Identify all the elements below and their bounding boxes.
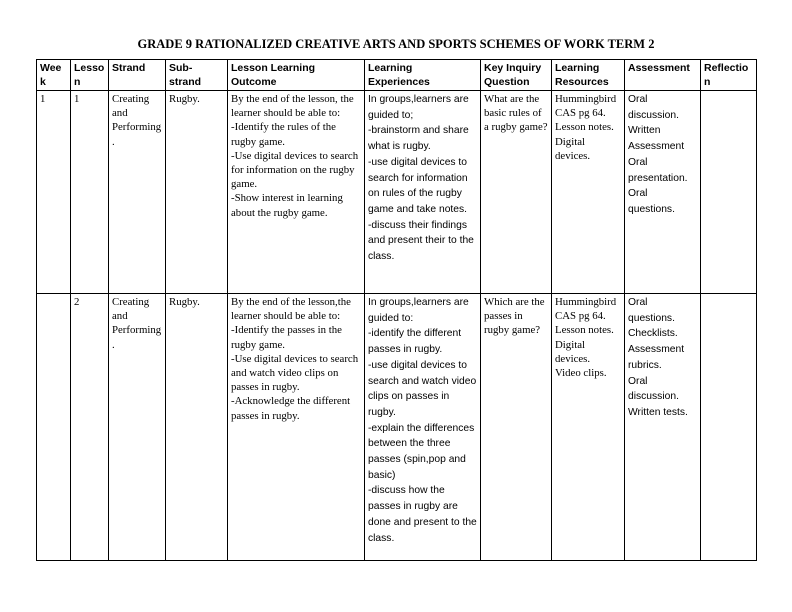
cell-reflection <box>701 294 757 561</box>
table-row <box>37 91 757 294</box>
scheme-table <box>36 59 757 561</box>
cell-inquiry: What are the basic rules of a rugby game? <box>481 91 552 294</box>
cell-lesson: 1 <box>71 91 109 294</box>
cell-strand: Creating and Performing. <box>109 294 166 561</box>
cell-sub-strand: Rugby. <box>166 294 228 561</box>
header-sub-strand: Sub-strand <box>166 60 228 91</box>
cell-sub-strand: Rugby. <box>166 91 228 294</box>
cell-assessment: Oral questions. Checklists. Assessment rubrics. Oral discussion. Written tests. <box>625 294 701 561</box>
cell-week: 1 <box>37 91 71 294</box>
table-row <box>37 294 757 561</box>
header-strand: Strand <box>109 60 166 91</box>
cell-strand: Creating and Performing. <box>109 91 166 294</box>
cell-resources: Hummingbird CAS pg 64. Lesson notes. Digital devices. <box>552 91 625 294</box>
header-lesson: Lesson <box>71 60 109 91</box>
document-title: GRADE 9 RATIONALIZED CREATIVE ARTS AND SPORTS SCHEMES OF WORK TERM 2 <box>137 37 655 51</box>
cell-assessment: Oral discussion. Written Assessment Oral presentation. Oral questions. <box>625 91 701 294</box>
header-experiences: Learning Experiences <box>365 60 481 91</box>
cell-experiences: In groups,learners are guided to; -brainstorm and share what is rugby. -use digital devices to search for information on rules of the rugby game and take notes. -discuss their findings and present their to the class. <box>365 91 481 294</box>
header-reflection: Reflection <box>701 60 757 91</box>
cell-outcome: By the end of the lesson, the learner should be able to: -Identify the rules of the rugby game. -Use digital devices to search for information on the rugby game. -Show interest in learning about the rugby game. <box>228 91 365 294</box>
header-outcome: Lesson Learning Outcome <box>228 60 365 91</box>
cell-lesson: 2 <box>71 294 109 561</box>
header-inquiry: Key Inquiry Question <box>481 60 552 91</box>
cell-outcome: By the end of the lesson,the learner should be able to: -Identify the passes in the rugby game. -Use digital devices to search and watch video clips on passes in rugby. -Acknowledge the different passes in rugby. <box>228 294 365 561</box>
cell-resources: Hummingbird CAS pg 64. Lesson notes. Digital devices. Video clips. <box>552 294 625 561</box>
header-resources: Learning Resources <box>552 60 625 91</box>
cell-week <box>37 294 71 561</box>
cell-reflection <box>701 91 757 294</box>
header-row <box>37 60 757 91</box>
header-week: Week <box>37 60 71 91</box>
cell-experiences: In groups,learners are guided to: -identify the different passes in rugby. -use digital devices to search and watch video clips on passes in rugby. -explain the differences between the three passes (spin,pop and basic) -discuss how the passes in rugby are done and present to the class. <box>365 294 481 561</box>
cell-inquiry: Which are the passes in rugby game? <box>481 294 552 561</box>
header-assessment: Assessment <box>625 60 701 91</box>
